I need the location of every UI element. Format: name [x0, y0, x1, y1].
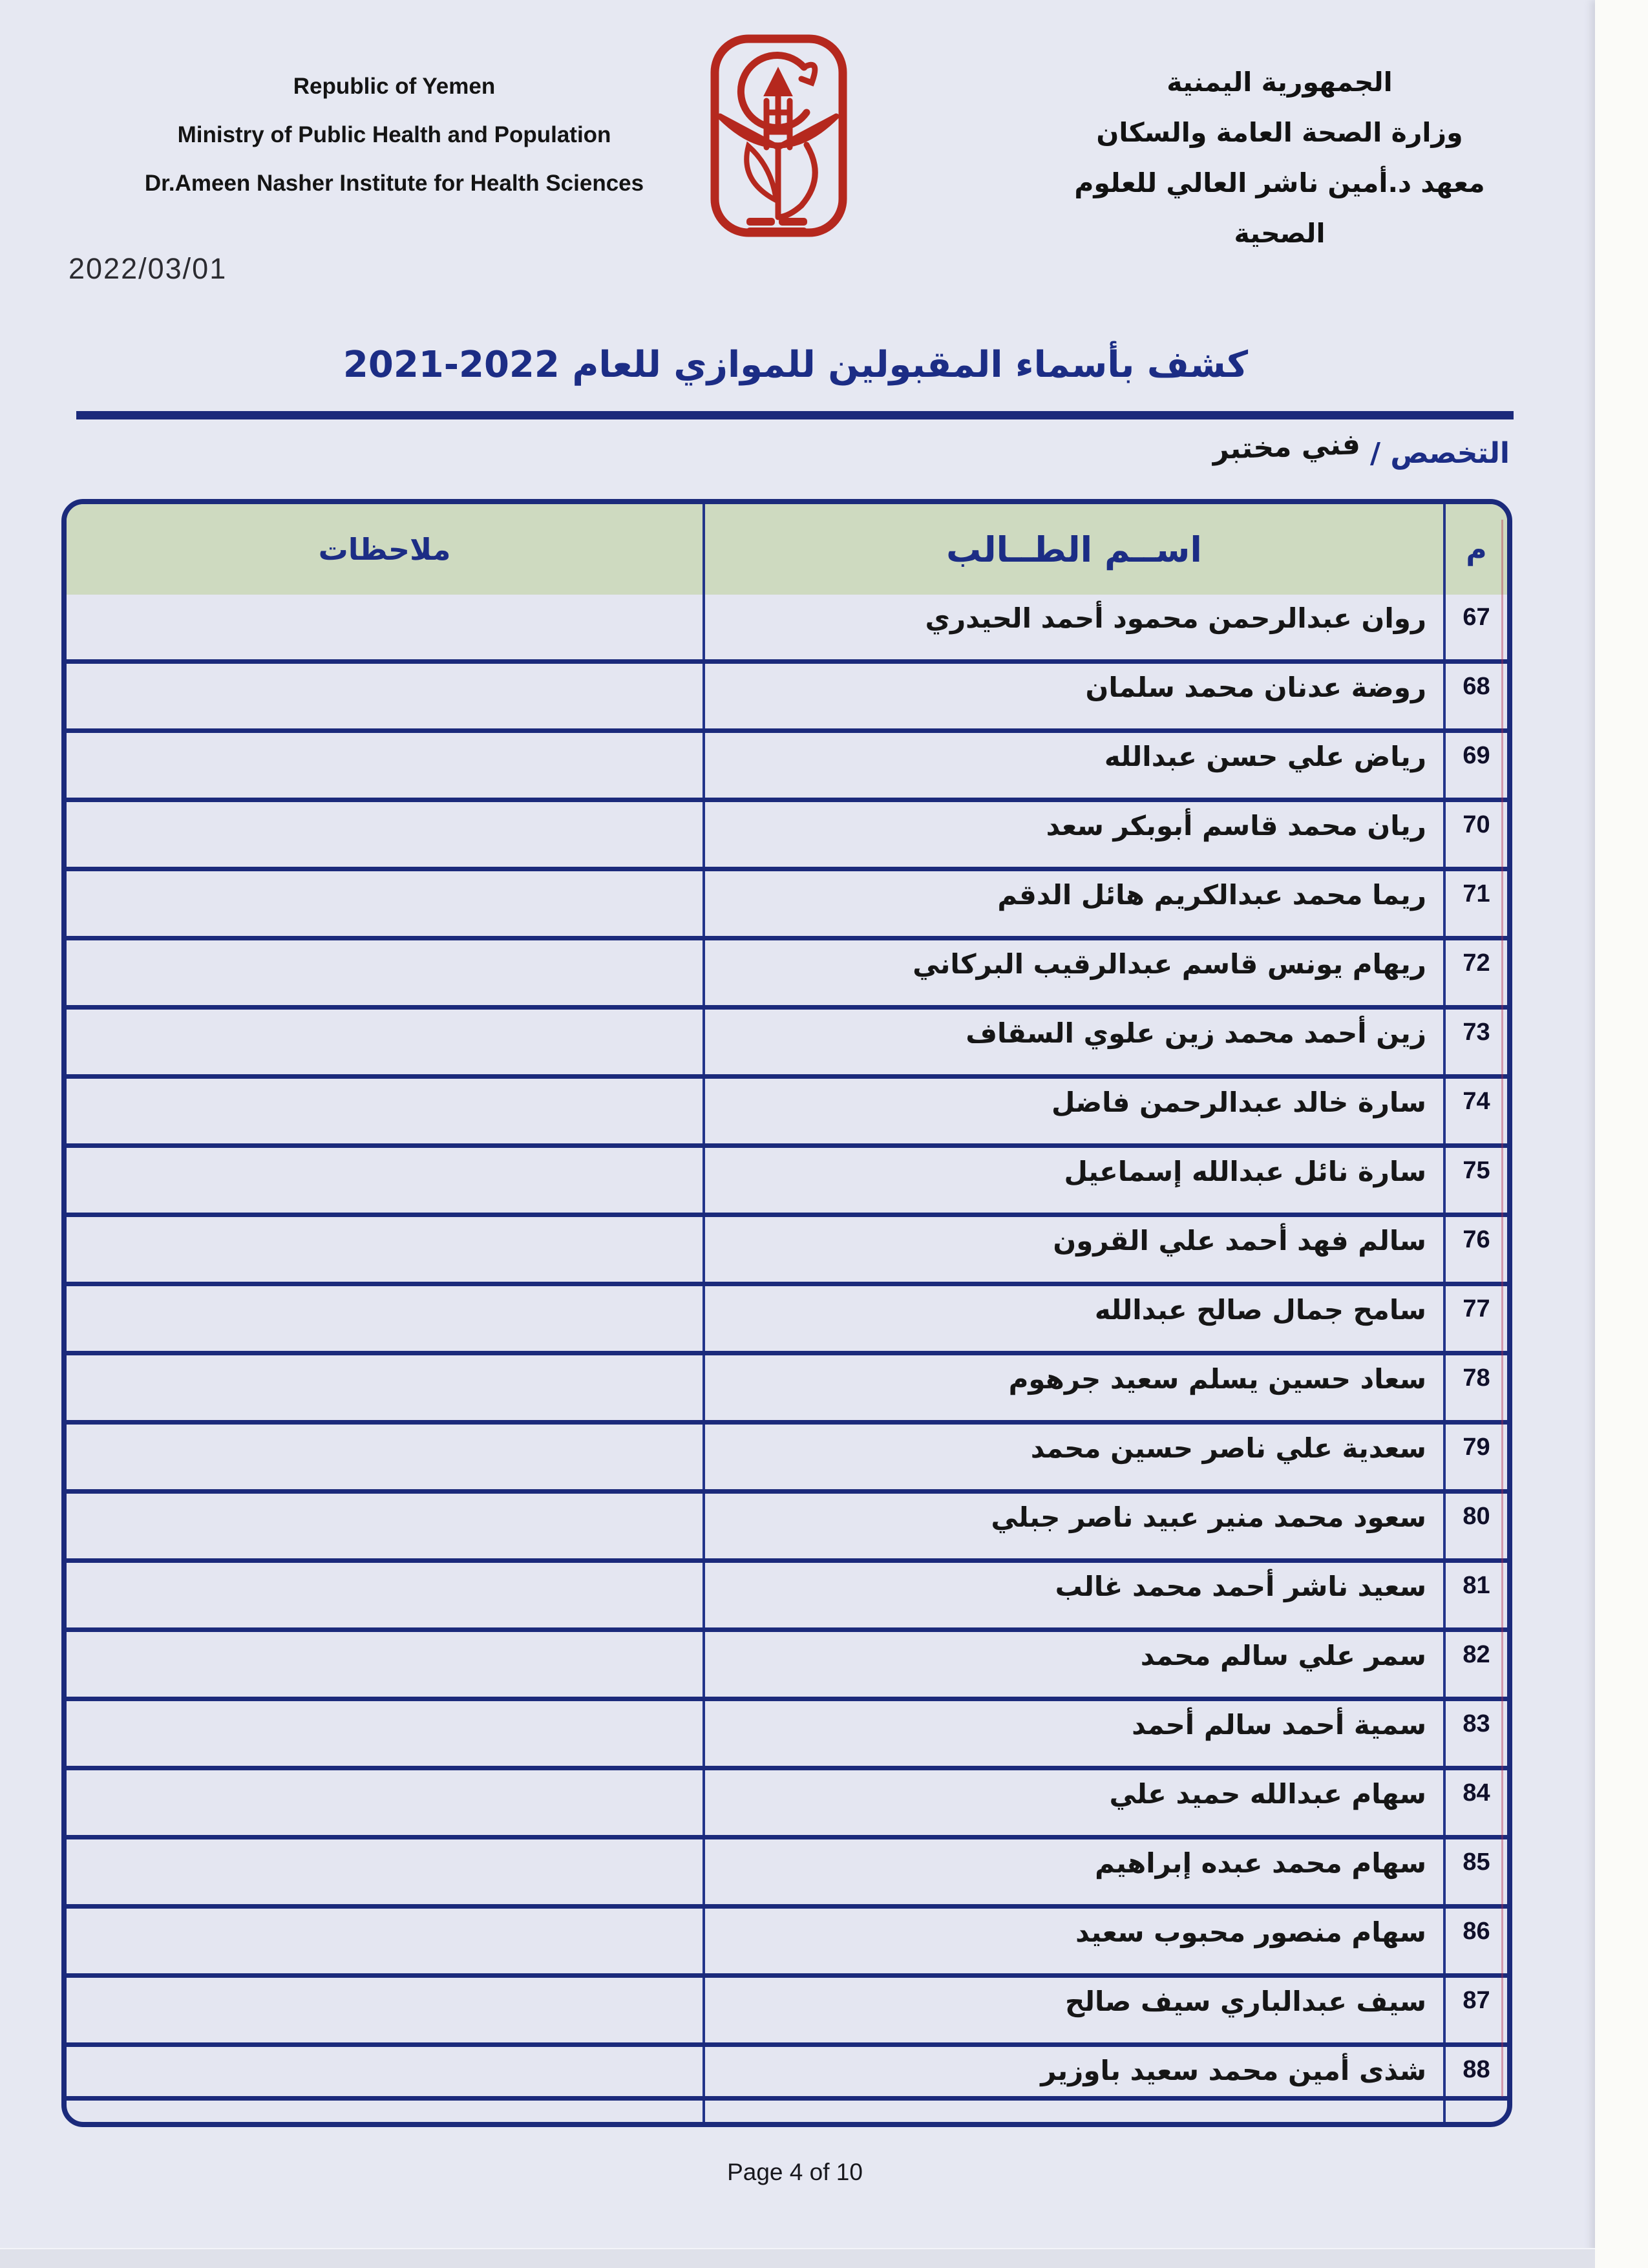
- notes-cell: [67, 940, 703, 1005]
- table-row: [67, 595, 1507, 659]
- document-title: كشف بأسماء المقبولين للموازي للعام 2022-2021: [343, 344, 1249, 386]
- table-row: [67, 936, 1507, 1005]
- table-row: [67, 798, 1507, 867]
- table-row: [67, 1143, 1507, 1213]
- student-name-cell: سمية أحمد سالم أحمد: [703, 1701, 1446, 1766]
- row-number-cell: 84: [1463, 1779, 1490, 1807]
- table-row: [67, 1627, 1507, 1697]
- empty-cell: [1446, 2101, 1507, 2122]
- notes-cell: [67, 664, 703, 728]
- row-number-cell: 88: [1463, 2056, 1490, 2083]
- table-row: [67, 1489, 1507, 1558]
- row-number-cell: 85: [1463, 1849, 1490, 1876]
- accepted-students-table: [61, 499, 1512, 2127]
- student-name-cell: سعاد حسين يسلم سعيد جرهوم: [703, 1355, 1446, 1420]
- notes-cell: [67, 1494, 703, 1558]
- notes-cell: [67, 1148, 703, 1213]
- notes-cell: [67, 1701, 703, 1766]
- student-name-cell: سارة خالد عبدالرحمن فاضل: [703, 1079, 1446, 1143]
- notes-cell: [67, 733, 703, 798]
- table-row: [67, 1904, 1507, 1973]
- row-number-cell: 70: [1463, 811, 1490, 838]
- row-number-cell: 71: [1463, 880, 1490, 907]
- row-number-cell: 76: [1463, 1226, 1490, 1253]
- specialty-value: فني مختبر: [1211, 428, 1361, 466]
- notes-cell: [67, 871, 703, 936]
- table-row: [67, 1005, 1507, 1074]
- notes-cell: [67, 1425, 703, 1489]
- table-row: [67, 867, 1507, 936]
- notes-cell: [67, 1839, 703, 1904]
- table-row: [67, 1420, 1507, 1489]
- student-name-cell: ريهام يونس قاسم عبدالرقيب البركاني: [703, 940, 1446, 1005]
- letterhead-arabic-line: الجمهورية اليمنية: [1167, 67, 1393, 98]
- letterhead-english-line: Dr.Ameen Nasher Institute for Health Sciences: [144, 171, 644, 196]
- student-name-cell: رياض علي حسن عبدالله: [703, 733, 1446, 798]
- table-row: [67, 728, 1507, 798]
- row-number-cell: 72: [1463, 949, 1490, 977]
- row-number-cell: 68: [1463, 673, 1490, 700]
- table-row: [67, 1351, 1507, 1420]
- student-name-cell: شذى أمين محمد سعيد باوزير: [703, 2047, 1446, 2096]
- student-name-cell: سهام محمد عبده إبراهيم: [703, 1839, 1446, 1904]
- row-number-cell: 67: [1463, 604, 1490, 631]
- student-name-cell: سيف عبدالباري سيف صالح: [703, 1978, 1446, 2042]
- row-number-cell: 75: [1463, 1157, 1490, 1184]
- row-number-cell: 79: [1463, 1434, 1490, 1461]
- row-number-cell: 83: [1463, 1710, 1490, 1737]
- student-name-cell: ريان محمد قاسم أبوبكر سعد: [703, 802, 1446, 867]
- empty-cell: [703, 2101, 1446, 2122]
- row-number-cell: 69: [1463, 742, 1490, 769]
- student-name-cell: ريما محمد عبدالكريم هائل الدقم: [703, 871, 1446, 936]
- student-name-cell: سارة نائل عبدالله إسماعيل: [703, 1148, 1446, 1213]
- row-number-cell: 86: [1463, 1918, 1490, 1945]
- student-name-cell: روضة عدنان محمد سلمان: [703, 664, 1446, 728]
- student-name-cell: زين أحمد محمد زين علوي السقاف: [703, 1010, 1446, 1074]
- notes-cell: [67, 1632, 703, 1697]
- notes-cell: [67, 1079, 703, 1143]
- table-header-row: [67, 504, 1507, 595]
- student-name-cell: سهام عبدالله حميد علي: [703, 1770, 1446, 1835]
- letterhead-arabic-line: وزارة الصحة العامة والسكان: [1096, 117, 1463, 148]
- notes-cell: [67, 1770, 703, 1835]
- column-header-number: م: [1466, 533, 1487, 566]
- table-row: [67, 1973, 1507, 2042]
- row-number-cell: 80: [1463, 1503, 1490, 1530]
- empty-cell: [67, 2101, 703, 2122]
- document-date: 2022/03/01: [69, 252, 227, 285]
- letterhead-arabic-line: معهد د.أمين ناشر العالي للعلوم الصحية: [1074, 167, 1485, 249]
- table-row: [67, 1074, 1507, 1143]
- notes-cell: [67, 1563, 703, 1627]
- column-header-notes: ملاحظات: [318, 532, 451, 567]
- column-header-student-name: اســم الطــالب: [703, 504, 1446, 595]
- table-row: [67, 1213, 1507, 1282]
- table-row: [67, 1835, 1507, 1904]
- student-name-cell: سامح جمال صالح عبدالله: [703, 1286, 1446, 1351]
- specialty-line: [78, 428, 1510, 470]
- scanner-bottom-edge: [0, 2248, 1595, 2268]
- title-divider: [76, 411, 1514, 419]
- table-row: [67, 1282, 1507, 1351]
- table-row: [67, 1697, 1507, 1766]
- page-number: Page 4 of 10: [727, 2159, 863, 2185]
- row-number-cell: 73: [1463, 1019, 1490, 1046]
- row-number-cell: 82: [1463, 1641, 1490, 1668]
- table-body: [67, 595, 1507, 2122]
- row-number-cell: 78: [1463, 1364, 1490, 1392]
- specialty-label: التخصص /: [1360, 437, 1510, 470]
- notes-cell: [67, 1355, 703, 1420]
- table-row: [67, 1558, 1507, 1627]
- letterhead-arabic: [1053, 57, 1506, 259]
- row-number-cell: 77: [1463, 1295, 1490, 1322]
- health-institute-emblem-icon: [710, 34, 850, 242]
- scan-color-fringe: [1501, 520, 1503, 2097]
- notes-cell: [67, 1978, 703, 2042]
- row-number-cell: 87: [1463, 1987, 1490, 2014]
- notes-cell: [67, 802, 703, 867]
- table-row: [67, 1766, 1507, 1835]
- notes-cell: [67, 1010, 703, 1074]
- empty-tail-row: [67, 2096, 1507, 2122]
- student-name-cell: سمر علي سالم محمد: [703, 1632, 1446, 1697]
- notes-cell: [67, 595, 703, 659]
- table-row: [67, 2042, 1507, 2096]
- row-number-cell: 74: [1463, 1088, 1490, 1115]
- letterhead-english-line: Republic of Yemen: [293, 74, 496, 99]
- notes-cell: [67, 2047, 703, 2096]
- notes-cell: [67, 1909, 703, 1973]
- student-name-cell: سعود محمد منير عبيد ناصر جبلي: [703, 1494, 1446, 1558]
- notes-cell: [67, 1286, 703, 1351]
- table-row: [67, 659, 1507, 728]
- letterhead-english-line: Ministry of Public Health and Population: [177, 122, 611, 147]
- row-number-cell: 81: [1463, 1572, 1490, 1599]
- notes-cell: [67, 1217, 703, 1282]
- student-name-cell: روان عبدالرحمن محمود أحمد الحيدري: [703, 595, 1446, 659]
- scanner-edge-strip: [1595, 0, 1648, 2268]
- letterhead-english: [68, 62, 721, 207]
- student-name-cell: سعيد ناشر أحمد محمد غالب: [703, 1563, 1446, 1627]
- student-name-cell: سعدية علي ناصر حسين محمد: [703, 1425, 1446, 1489]
- student-name-cell: سالم فهد أحمد علي القرون: [703, 1217, 1446, 1282]
- student-name-cell: سهام منصور محبوب سعيد: [703, 1909, 1446, 1973]
